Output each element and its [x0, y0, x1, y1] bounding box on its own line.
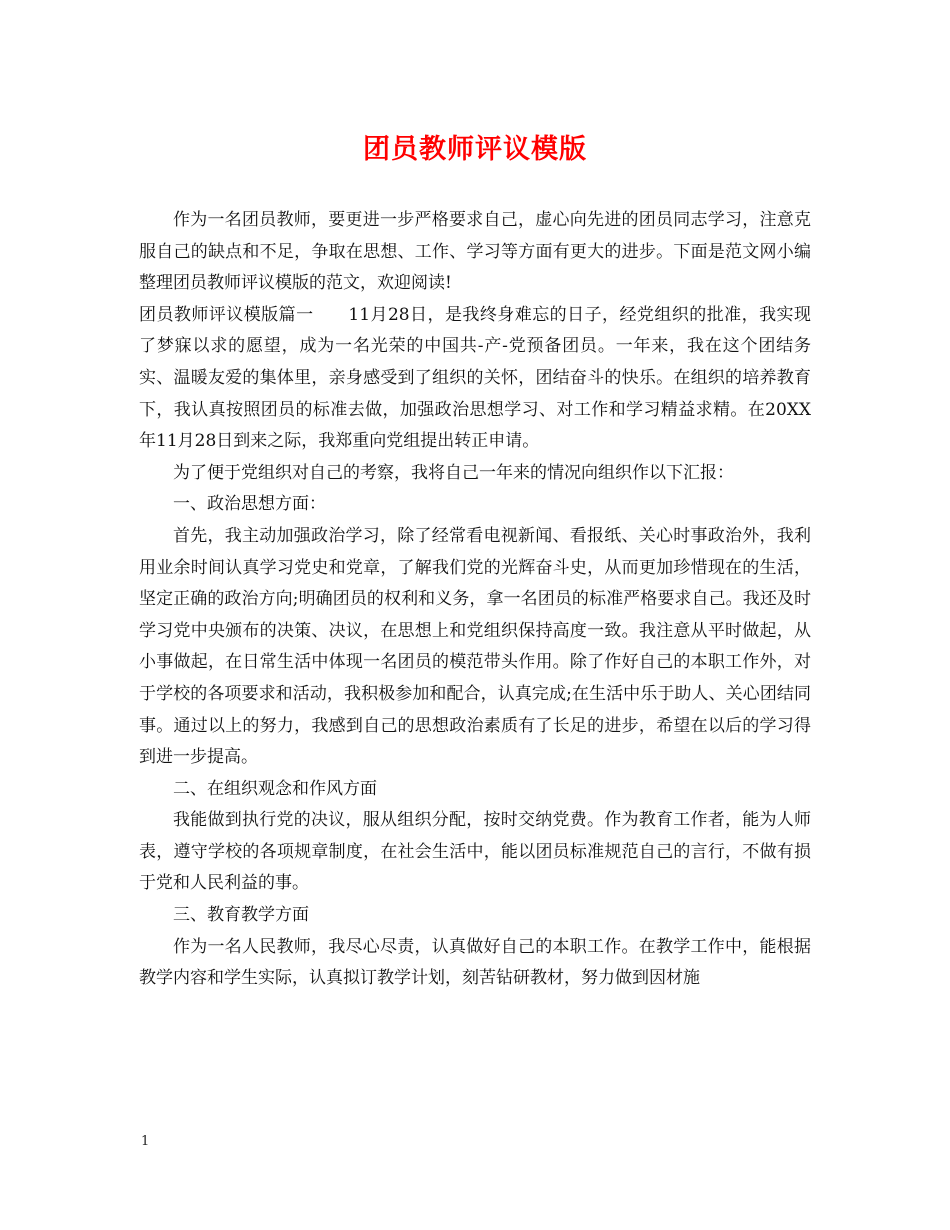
document-title: 团员教师评议模版 — [363, 134, 587, 165]
paragraph-intro: 作为一名团员教师，要更进一步严格要求自己，虚心向先进的团员同志学习，注意克服自己的缺点和不足，争取在思想、工作、学习等方面有更大的进步。下面是范文网小编整理团员教师评议模版的范文，欢迎阅读! — [139, 210, 811, 294]
heading-organization-style: 二、在组织观念和作风方面 — [173, 778, 377, 799]
paragraph-political-thought: 首先，我主动加强政治学习，除了经常看电视新闻、看报纸、关心时事政治外，我利用业余时间认真学习党史和党章，了解我们党的光辉奋斗史，从而更加珍惜现在的生活，坚定正确的政治方向;明确团员的权利和义务，拿一名团员的标准严格要求自己。我还及时学习党中央颁布的决策、决议，在思想上和党组织保持高度一致。我注意从平时做起，从小事做起，在日常生活中体现一名团员的模范带头作用。除了作好自己的本职工作外，对于学校的各项要求和活动，我积极参加和配合，认真完成;在生活中乐于助人、关心团结同事。通过以上的努力，我感到自己的思想政治素质有了长足的进步，希望在以后的学习得到进一步提高。 — [139, 525, 811, 768]
paragraph-report-intro: 为了便于党组织对自己的考察，我将自己一年来的情况向组织作以下汇报： — [173, 462, 734, 483]
document-body — [139, 205, 811, 995]
heading-political-thought: 一、政治思想方面： — [173, 494, 326, 515]
heading-teaching: 三、教育教学方面 — [173, 905, 309, 926]
paragraph-teaching: 作为一名人民教师，我尽心尽责，认真做好自己的本职工作。在教学工作中，能根据教学内容和学生实际，认真拟订教学计划，刻苦钻研教材，努力做到因材施 — [139, 936, 811, 989]
paragraph-section-one-opening: 团员教师评议模版篇一 11月28日，是我终身难忘的日子，经党组织的批准，我实现了梦寐以求的愿望，成为一名光荣的中国共-产-党预备团员。一年来，我在这个团结务实、温暖友爱的集体里，亲身感受到了组织的关怀，团结奋斗的快乐。在组织的培养教育下，我认真按照团员的标准去做，加强政治思想学习、对工作和学习精益求精。在20XX年11月28日到来之际，我郑重向党组提出转正申请。 — [139, 304, 811, 452]
page-number: 1 — [141, 1134, 150, 1149]
paragraph-organization-style: 我能做到执行党的决议，服从组织分配，按时交纳党费。作为教育工作者，能为人师表，遵守学校的各项规章制度，在社会生活中，能以团员标准规范自己的言行，不做有损于党和人民利益的事。 — [139, 810, 811, 894]
